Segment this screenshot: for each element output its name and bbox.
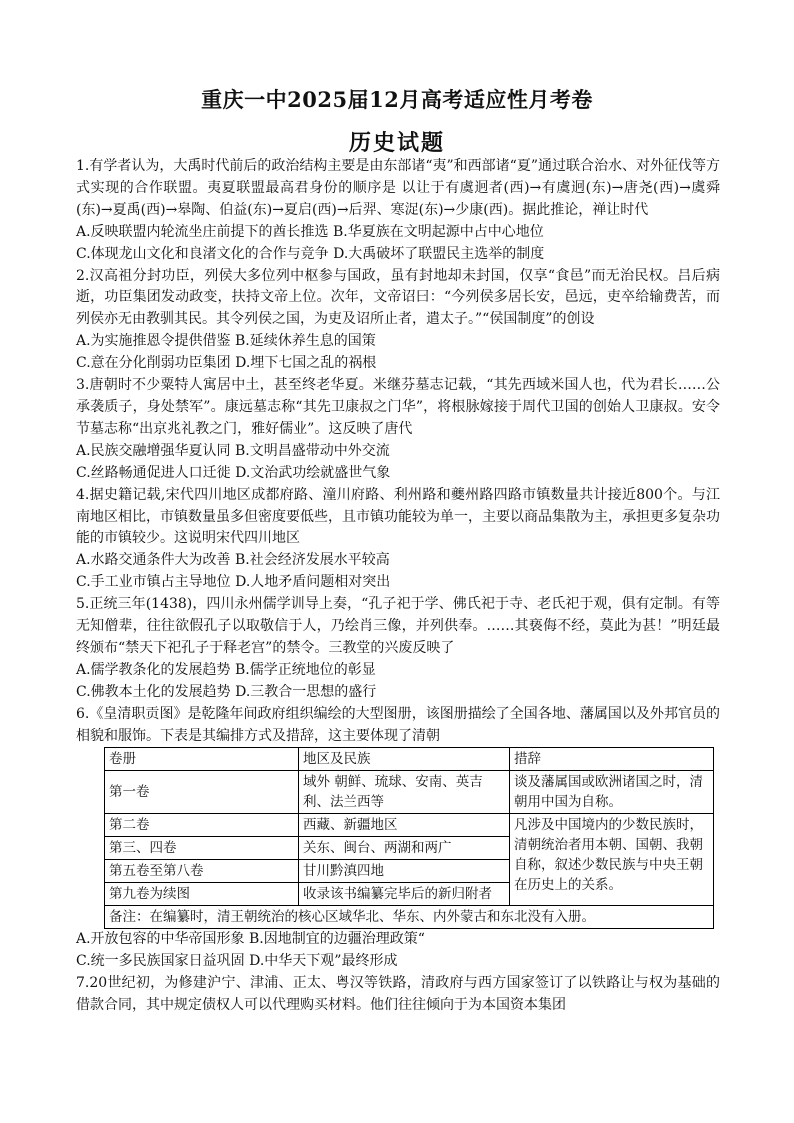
question-1 xyxy=(76,156,720,266)
question-4-options-ab: A.水路交通条件大为改善 B.社会经济发展水平较高 xyxy=(76,552,390,569)
table-cell-region: 收录该书编纂完毕后的新归附者 xyxy=(299,883,510,906)
question-3-stem: 3.唐朝时不少粟特人寓居中土，甚至终老华夏。米继芬墓志记载，“其先西域米国人也，代为君长……公承袭质子，身处禁军”。康远墓志称“其先卫康叔之门华”，将根脉嫁接于周代卫国的创始人卫康叔。安令节墓志称“出京兆礼教之门，雅好儒业”。这反映了唐代 xyxy=(76,377,720,437)
question-2 xyxy=(76,266,720,376)
exam-subtitle: 历史试题 xyxy=(348,130,445,156)
tribute-table xyxy=(104,747,714,929)
table-cell-wording: 谈及藩属国或欧洲诸国之时，清朝用中国为自称。 xyxy=(510,771,714,814)
question-6 xyxy=(76,704,720,974)
table-cell-region: 域外 朝鲜、琉球、安南、英吉利、法兰西等 xyxy=(299,771,510,814)
table-cell-volume: 第二卷 xyxy=(105,814,299,837)
question-3-options-cd: C.丝路畅通促进人口迁徙 D.文治武功绘就盛世气象 xyxy=(76,464,391,481)
question-5-options-ab: A.儒学教条化的发展趋势 B.儒学正统地位的彰显 xyxy=(76,661,376,678)
question-3-options-ab: A.民族交融增强华夏认同 B.文明昌盛带动中外交流 xyxy=(76,442,390,459)
question-2-options-cd: C.意在分化削弱功臣集团 D.埋下七国之乱的祸根 xyxy=(76,355,377,372)
question-4 xyxy=(76,485,720,595)
question-2-options-ab: A.为实施推恩令提供借鉴 B.延续休养生息的国策 xyxy=(76,333,376,350)
questions xyxy=(76,156,720,1017)
exam-title: 重庆一中2025届12月高考适应性月考卷 xyxy=(201,87,593,112)
table-row xyxy=(105,814,714,837)
table-cell-volume: 第九卷为续图 xyxy=(105,883,299,906)
table-cell-wording: 凡涉及中国境内的少数民族时，清朝统治者用本朝、国朝、我朝自称，叙述少数民族与中央王朝在历史上的关系。 xyxy=(510,814,714,906)
question-1-options-ab: A.反映联盟内轮流坐庄前提下的酋长推选 B.华夏族在文明起源中占中心地位 xyxy=(76,223,544,240)
table-cell-region: 关东、闽台、两湖和两广 xyxy=(299,837,510,860)
question-5-stem: 5.正统三年(1438)，四川永州儒学训导上奏，“孔子祀于学、佛氏祀于寺、老氏祀于观，俱有定制。有等无知僧辈，往往欲假孔子以取敬信于人，乃绘肖三像，并列供奉。……其亵侮不经，莫此为甚！”明廷最终颁布“禁天下祀孔子于释老宫”的禁令。三教堂的兴废反映了 xyxy=(76,596,720,656)
table-cell-volume: 第一卷 xyxy=(105,771,299,814)
table-cell-region: 西藏、新疆地区 xyxy=(299,814,510,837)
table-cell-volume: 第三、四卷 xyxy=(105,837,299,860)
question-3 xyxy=(76,375,720,485)
table-header-cell: 卷册 xyxy=(105,748,299,771)
question-6-stem: 6.《皇清职贡图》是乾隆年间政府组织编绘的大型图册，该图册描绘了全国各地、藩属国以及外邦官员的相貌和服饰。下表是其编排方式及措辞，这主要体现了清朝 xyxy=(76,705,720,744)
table-note-row xyxy=(105,906,714,929)
table-header-row xyxy=(105,748,714,771)
table-note: 备注：在编纂时，清王朝统治的核心区域华北、华东、内外蒙古和东北没有入册。 xyxy=(105,906,714,929)
table-header-cell: 地区及民族 xyxy=(299,748,510,771)
table-row xyxy=(105,771,714,814)
table-cell-volume: 第五卷至第八卷 xyxy=(105,860,299,883)
table-header-cell: 措辞 xyxy=(510,748,714,771)
question-6-options-cd: C.统一多民族国家日益巩固 D.中华天下观”最终形成 xyxy=(76,953,398,970)
question-4-options-cd: C.手工业市镇占主导地位 D.人地矛盾问题相对突出 xyxy=(76,574,391,591)
question-1-stem: 1.有学者认为，大禹时代前后的政治结构主要是由东部诸“夷”和西部诸“夏”通过联合治水、对外征伐等方式实现的合作联盟。夷夏联盟最高君身份的顺序是 以让于有虞迥者(西)→有虞迥(东)→唐尧(西)→虞舜(东)→夏禹(西)→皋陶、伯益(东)→夏启(西)→后羿、寒浞(东)→少康(西)。据此推论，禅让时代 xyxy=(76,158,720,218)
question-7 xyxy=(76,973,720,1017)
question-4-stem: 4.据史籍记载,宋代四川地区成都府路、潼川府路、利州路和夔州路四路市镇数量共计接近800个。与江南地区相比，市镇数量虽多但密度要低些，且市镇功能较为单一，主要以商品集散为主，承担更多复杂功能的市镇较少。这说明宋代四川地区 xyxy=(76,486,720,547)
question-6-options-ab: A.开放包容的中华帝国形象 B.因地制宜的边疆治理政策“ xyxy=(76,931,425,948)
question-5 xyxy=(76,594,720,704)
question-1-options-cd: C.体现龙山文化和良渚文化的合作与竞争 D.大禹破坏了联盟民主选举的制度 xyxy=(76,245,545,262)
table-cell-region: 甘川黔滇四地 xyxy=(299,860,510,883)
question-7-stem: 7.20世纪初，为修建沪宁、津浦、正太、粤汉等铁路，清政府与西方国家签订了以铁路让与权为基础的借款合同，其中规定债权人可以代理购买材料。他们往往倾向于为本国资本集团 xyxy=(76,975,720,1014)
question-2-stem: 2.汉高祖分封功臣，列侯大多位列中枢参与国政，虽有封地却未封国，仅享“食邑”而无治民权。吕后病逝，功臣集团发动政变，扶持文帝上位。次年，文帝诏曰：“今列侯多居长安，邑远，吏卒给输费苦，而列侯亦无由教驯其民。其令列侯之国，为吏及诏所止者，遣太子。”“侯国制度”的创设 xyxy=(76,267,720,328)
question-5-options-cd: C.佛教本土化的发展趋势 D.三教合一思想的盛行 xyxy=(76,683,377,700)
